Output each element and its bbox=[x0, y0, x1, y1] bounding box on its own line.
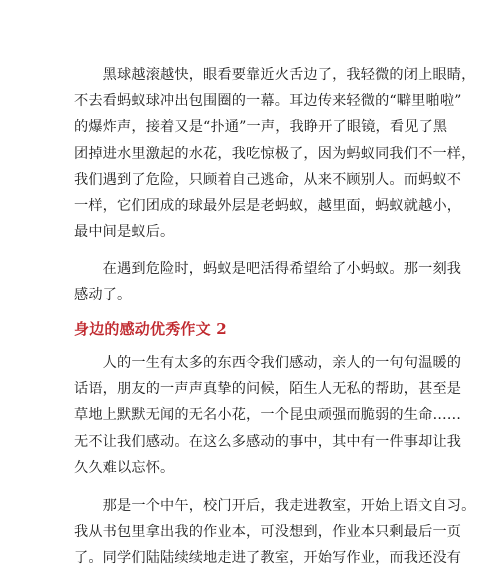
paragraph-line: 无不让我们感动。在这么多感动的事中，其中有一件事却让我 bbox=[74, 433, 462, 450]
paragraph-line: 的爆炸声，接着又是“扑通”一声，我睁开了眼镜，看见了黑 bbox=[74, 119, 448, 136]
paragraph-line: 在遇到危险时，蚂蚁是吧活得希望给了小蚂蚁。那一刻我 bbox=[74, 261, 462, 277]
paragraph-line: 我们遇到了危险，只顾着自己逃命，从来不顾别人。而蚂蚁不 bbox=[74, 171, 462, 188]
paragraph-line: 最中间是蚁后。 bbox=[74, 224, 175, 241]
paragraph-line: 那是一个中午，校门开后，我走进教室，开始上语文自习。 bbox=[74, 498, 476, 514]
paragraph-line: 不去看蚂蚁球冲出包围圈的一幕。耳边传来轻微的“噼里啪啦” bbox=[74, 93, 462, 110]
paragraph-line: 黑球越滚越快，眼看要靠近火舌边了，我轻微的闭上眼睛， bbox=[74, 67, 476, 83]
paragraph-line: 感动了。 bbox=[74, 287, 132, 304]
paragraph-1 bbox=[74, 62, 476, 245]
paragraph-line: 团掉进水里激起的水花，我吃惊极了，因为蚂蚁同我们不一样， bbox=[74, 145, 476, 162]
paragraph-line: 了。同学们陆陆续续地走进了教室，开始写作业，而我还没有 bbox=[74, 550, 462, 567]
paragraph-line: 人的一生有太多的东西令我们感动，亲人的一句句温暖的 bbox=[74, 355, 462, 371]
paragraph-line: 草地上默默无闻的无名小花，一个昆虫顽强而脆弱的生命…… bbox=[74, 407, 462, 424]
paragraph-line: 久久难以忘怀。 bbox=[74, 459, 175, 476]
paragraph-line: 我从书包里拿出我的作业本，可没想到，作业本只剩最后一页 bbox=[74, 524, 462, 541]
paragraph-3 bbox=[74, 350, 462, 481]
section-heading: 身边的感动优秀作文 2 bbox=[74, 320, 227, 338]
paragraph-4 bbox=[74, 493, 476, 572]
paragraph-line: 一样，它们团成的球最外层是老蚂蚁，越里面，蚂蚁就越小， bbox=[74, 198, 462, 215]
paragraph-line: 话语，朋友的一声声真挚的问候，陌生人无私的帮助，甚至是 bbox=[74, 381, 462, 398]
paragraph-2 bbox=[74, 256, 462, 308]
